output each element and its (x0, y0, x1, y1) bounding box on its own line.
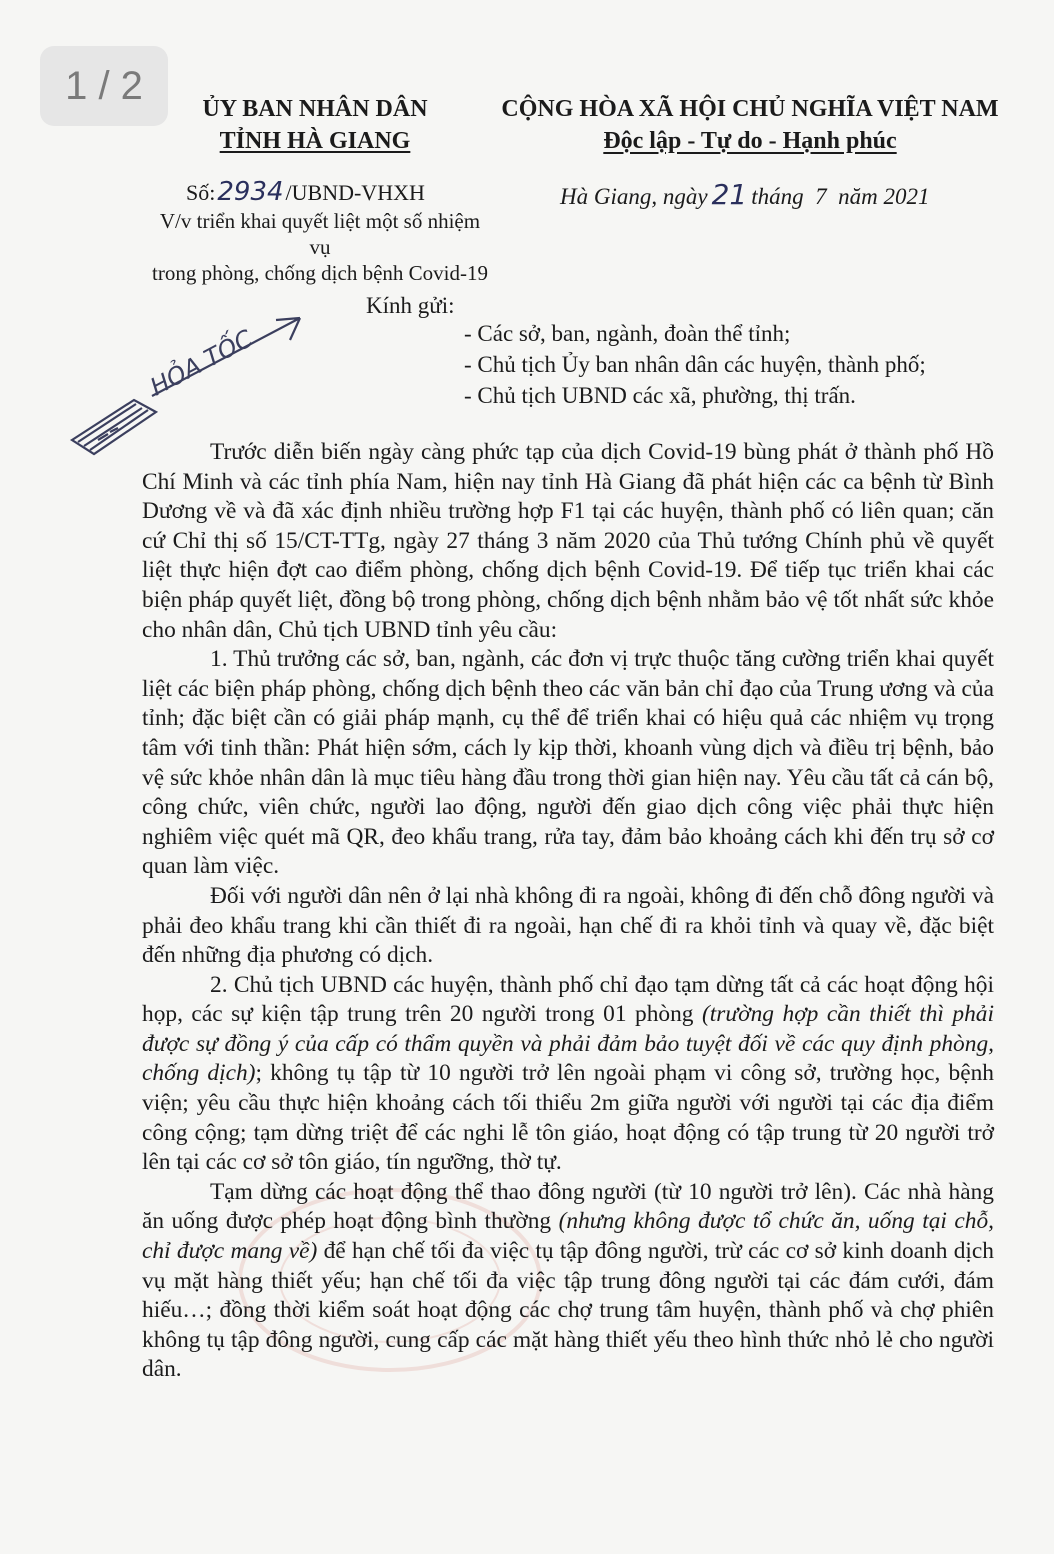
body-paragraph-3: Đối với người dân nên ở lại nhà không đi ra ngoài, không đi đến chỗ đông người và phải đeo khẩu trang khi cần thiết đi ra ngoài, hạn chế đi ra khỏi tỉnh và quay về, đặc biệt đến những địa phương có dịch. (142, 882, 994, 969)
subject-line-2: trong phòng, chống dịch bệnh Covid-19 (152, 261, 488, 285)
subject-line-1: V/v triển khai quyết liệt một số nhiệm vụ (159, 209, 481, 259)
doc-number-prefix: Số: (186, 180, 216, 205)
p4-italic-note: (trường hợp cần thiết thì phải được sự đồng ý của cấp có thẩm quyền và phải đảm bảo tuyệt đối về các quy định phòng, chống dịch) (142, 1001, 994, 1087)
p5-text-a: Tạm dừng các hoạt động thể thao đông người (từ 10 người trở lên). Các nhà hàng ăn uống được phép hoạt động bình thường (142, 1178, 994, 1235)
national-motto: Độc lập - Tự do - Hạnh phúc (603, 128, 897, 154)
stamp-text: HỎA TỐC (145, 324, 258, 402)
place-date-prefix: Hà Giang, ngày (560, 184, 708, 209)
document-body (142, 438, 994, 1385)
body-paragraph-5 (142, 1178, 994, 1385)
doc-number-handwritten: 2934 (217, 177, 284, 207)
place-date (560, 180, 929, 212)
p4-text-a: 2. Chủ tịch UBND các huyện, thành phố chỉ đạo tạm dừng tất cả các hoạt động hội họp, các sự kiện tập trung trên 20 người trong 01 phòng (142, 971, 994, 1028)
page-counter[interactable]: 1 / 2 (40, 46, 168, 126)
date-day-handwritten: 21 (711, 178, 748, 211)
body-paragraph-4 (142, 971, 994, 1178)
recipient-list (464, 318, 926, 411)
nation-line-1: CỘNG HÒA XÃ HỘI CHỦ NGHĨA VIỆT NAM (501, 96, 999, 122)
body-paragraph-2: 1. Thủ trưởng các sở, ban, ngành, các đơn vị trực thuộc tăng cường triển khai quyết liệt các biện pháp phòng, chống dịch bệnh theo các văn bản chỉ đạo của Trung ương và của tỉnh; đặc biệt cần có giải pháp mạnh, cụ thể để triển khai có hiệu quả các nhiệm vụ trọng tâm với tinh thần: Phát hiện sớm, cách ly kịp thời, khoanh vùng dịch và điều trị bệnh, bảo vệ sức khỏe nhân dân là mục tiêu hàng đầu trong thời gian hiện nay. Yêu cầu tất cả cán bộ, công chức, viên chức, người lao động, người đến giao dịch công việc phải thực hiện nghiêm việc quét mã QR, đeo khẩu trang, rửa tay, đảm bảo khoảng cách khi đến trụ sở cơ quan làm việc. (142, 646, 994, 880)
document-number (186, 178, 425, 207)
agency-line-1: ỦY BAN NHÂN DÂN (202, 96, 428, 122)
doc-number-suffix: /UBND-VHXH (285, 180, 425, 205)
recipient-item: - Chủ tịch Ủy ban nhân dân các huyện, thành phố; (464, 352, 926, 377)
stamp-hatching (78, 404, 148, 450)
document-subject (150, 208, 490, 286)
recipient-item: - Chủ tịch UBND các xã, phường, thị trấn. (464, 383, 856, 408)
p5-text-c: để hạn chế tối đa việc tụ tập đông người, trừ các cơ sở kinh doanh dịch vụ mặt hàng thiết yếu; hạn chế tối đa việc tập trung đông người tại các đám cưới, đám hiếu…; đồng thời kiểm soát hoạt động các chợ trung tâm huyện, thành phố và chợ phiên không tụ tập đông người, cung cấp các mặt hàng thiết yếu theo hình thức nhỏ lẻ cho người dân. (142, 1238, 995, 1383)
issuing-agency (192, 93, 438, 157)
p4-text-c: ; không tụ tập từ 10 người trở lên ngoài phạm vi công sở, trường học, bệnh viện; yêu cầu thực hiện khoảng cách tối thiểu 2m giữa người với người tại các địa điểm công cộng; tạm dừng triệt để các nghi lễ tôn giáo, hoạt động có tập trung từ 20 người trở lên tại các cơ sở tôn giáo, tín ngưỡng, thờ tự. (142, 1060, 994, 1176)
salutation: Kính gửi: (366, 293, 455, 318)
place-date-suffix: tháng 7 năm 2021 (751, 184, 930, 209)
agency-line-2: TỈNH HÀ GIANG (219, 128, 411, 154)
recipient-item: - Các sở, ban, ngành, đoàn thể tỉnh; (464, 321, 791, 346)
national-title (500, 93, 1000, 157)
body-paragraph-1: Trước diễn biến ngày càng phức tạp của dịch Covid-19 bùng phát ở thành phố Hồ Chí Minh và các tỉnh phía Nam, hiện nay tỉnh Hà Giang đã phát hiện các ca bệnh từ Bình Dương về và đã xác định nhiều trường hợp F1 tại các huyện, thành phố có liên quan; căn cứ Chỉ thị số 15/CT-TTg, ngày 27 tháng 3 năm 2020 của Thủ tướng Chính phủ về quyết liệt thực hiện đợt cao điểm phòng, chống dịch bệnh Covid-19. Để tiếp tục triển khai các biện pháp quyết liệt, đồng bộ trong phòng, chống dịch bệnh nhằm bảo vệ tốt nhất sức khỏe cho nhân dân, Chủ tịch UBND tỉnh yêu cầu: (142, 439, 994, 643)
p5-italic-note: (nhưng không được tổ chức ăn, uống tại chỗ, chỉ được mang về) (142, 1208, 994, 1265)
